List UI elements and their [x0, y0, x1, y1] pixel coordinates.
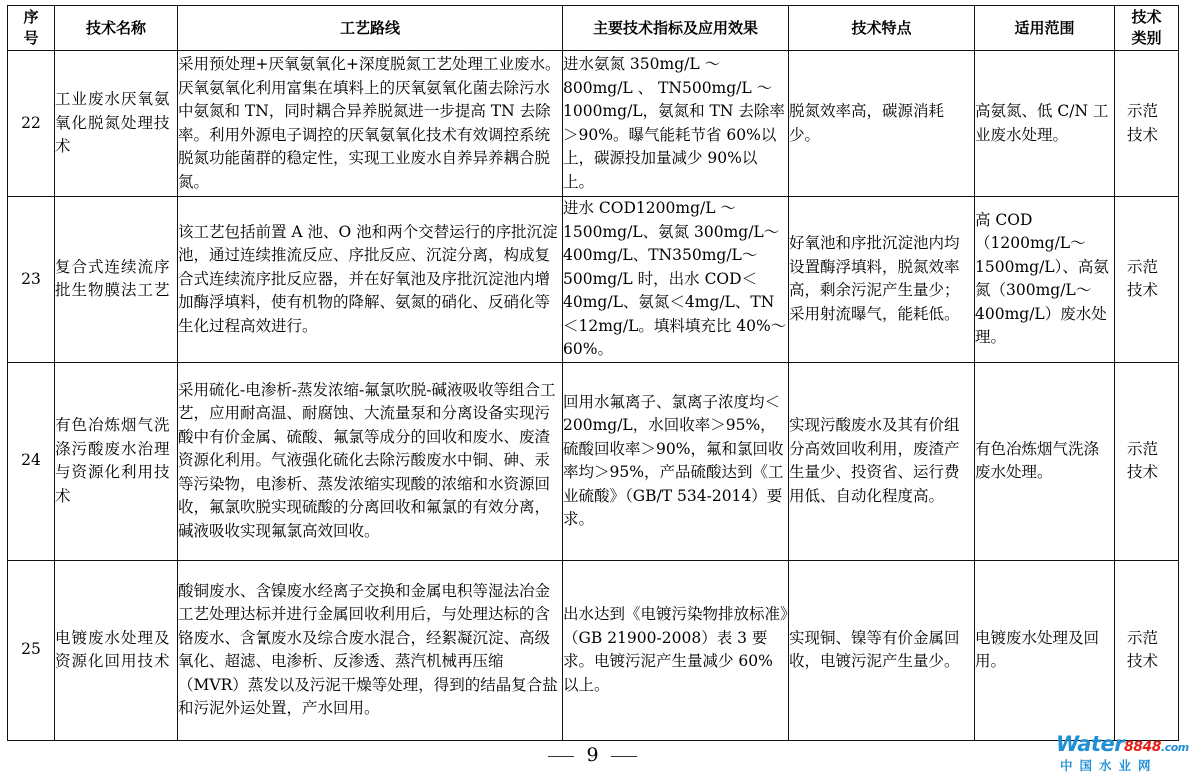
table-header-row	[8, 6, 1179, 51]
tech-name: 工业废水厌氧氨氧化脱氮处理技术	[55, 51, 178, 197]
logo-tagline: 中国水业网	[1060, 758, 1158, 773]
process-route: 酸铜废水、含镍废水经离子交换和金属电积等湿法冶金工艺处理达标并进行金属回收利用后，与处理达标的含铬废水、含氰废水及综合废水混合，经絮凝沉淀、高级氧化、超滤、电渗析、反渗透、蒸汽机械再压缩（MVR）蒸发以及污泥干燥等处理，得到的结晶复合盐和污泥外运处置，产水回用。	[178, 560, 563, 740]
header-category: 技术类别	[1115, 6, 1179, 51]
header-indicators: 主要技术指标及应用效果	[563, 6, 789, 51]
table-row	[8, 197, 1179, 363]
tech-name: 电镀废水处理及资源化回用技术	[55, 560, 178, 740]
key-indicators: 进水氨氮 350mg/L ～ 800mg/L 、 TN500mg/L ～ 1000mg/L，氨氮和 TN 去除率＞90%。曝气能耗节省 60%以上，碳源投加量减少 90%以上。	[563, 51, 789, 197]
tech-name: 有色冶炼烟气洗涤污酸废水治理与资源化利用技术	[55, 362, 178, 560]
page-number: 9	[586, 744, 599, 766]
key-indicators: 出水达到《电镀污染物排放标准》（GB 21900-2008）表 3 要求。电镀污泥产生量减少 60%以上。	[563, 560, 789, 740]
logo-suffix: .com	[1161, 741, 1189, 754]
header-name: 技术名称	[55, 6, 178, 51]
row-number: 24	[8, 362, 55, 560]
tech-features: 脱氮效率高，碳源消耗少。	[789, 51, 975, 197]
application-scope: 电镀废水处理及回用。	[975, 560, 1115, 740]
header-scope: 适用范围	[975, 6, 1115, 51]
table-row	[8, 560, 1179, 740]
application-scope: 高 COD（1200mg/L～1500mg/L）、高氨氮（300mg/L～400mg/L）废水处理。	[975, 197, 1115, 363]
page-footer	[0, 744, 1185, 766]
row-number: 22	[8, 51, 55, 197]
tech-features: 实现污酸废水及其有价组分高效回收利用，废渣产生量少、投资省、运行费用低、自动化程度高。	[789, 362, 975, 560]
application-scope: 有色冶炼烟气洗涤废水处理。	[975, 362, 1115, 560]
process-route: 该工艺包括前置 A 池、O 池和两个交替运行的序批沉淀池，通过连续推流反应、序批反应、沉淀分离，构成复合式连续流序批反应器，并在好氧池及序批沉淀池内增加酶浮填料，使有机物的降解、氨氮的硝化、反硝化等生化过程高效进行。	[178, 197, 563, 363]
tech-category: 示范技术	[1115, 560, 1179, 740]
key-indicators: 进水 COD1200mg/L ～ 1500mg/L、氨氮 300mg/L～400mg/L、TN350mg/L～500mg/L 时，出水 COD＜40mg/L、氨氮＜4mg/L、TN＜12mg/L。填料填充比 40%～60%。	[563, 197, 789, 363]
logo-brand: Water	[1056, 732, 1125, 756]
tech-features: 好氧池和序批沉淀池内均设置酶浮填料，脱氮效率高，剩余污泥产生量少；采用射流曝气，能耗低。	[789, 197, 975, 363]
footer-dash-left	[548, 756, 574, 757]
process-route: 采用硫化-电渗析-蒸发浓缩-氟氯吹脱-碱液吸收等组合工艺，应用耐高温、耐腐蚀、大流量泵和分离设备实现污酸中有价金属、硫酸、氟氯等成分的回收和废水、废渣资源化利用。气液强化硫化去除污酸废水中铜、砷、汞等污染物，电渗析、蒸发浓缩实现酸的浓缩和水资源回收，氟氯吹脱实现硫酸的分离回收和氟氯的有效分离，碱液吸收实现氟氯高效回收。	[178, 362, 563, 560]
tech-features: 实现铜、镍等有价金属回收，电镀污泥产生量少。	[789, 560, 975, 740]
header-process: 工艺路线	[178, 6, 563, 51]
tech-category: 示范技术	[1115, 197, 1179, 363]
header-features: 技术特点	[789, 6, 975, 51]
footer-dash-right	[611, 756, 637, 757]
table-row	[8, 362, 1179, 560]
logo-wordmark	[1056, 732, 1189, 756]
application-scope: 高氨氮、低 C/N 工业废水处理。	[975, 51, 1115, 197]
logo-number: 8848	[1124, 739, 1162, 755]
technology-table	[7, 5, 1179, 741]
tech-category: 示范技术	[1115, 362, 1179, 560]
key-indicators: 回用水氟离子、氯离子浓度均＜200mg/L，水回收率＞95%，硫酸回收率＞90%，氟和氯回收率均＞95%，产品硫酸达到《工业硫酸》（GB/T 534-2014）要求。	[563, 362, 789, 560]
process-route: 采用预处理+厌氧氨氧化+深度脱氮工艺处理工业废水。厌氧氨氧化利用富集在填料上的厌氧氨氧化菌去除污水中氨氮和 TN，同时耦合异养脱氮进一步提高 TN 去除率。利用外源电子调控的厌氧氨氧化技术有效调控系统脱氮功能菌群的稳定性，实现工业废水自养异养耦合脱氮。	[178, 51, 563, 197]
table-row	[8, 51, 1179, 197]
site-logo	[1052, 732, 1189, 778]
tech-category: 示范技术	[1115, 51, 1179, 197]
header-seq: 序号	[8, 6, 55, 51]
row-number: 23	[8, 197, 55, 363]
row-number: 25	[8, 560, 55, 740]
tech-name: 复合式连续流序批生物膜法工艺	[55, 197, 178, 363]
